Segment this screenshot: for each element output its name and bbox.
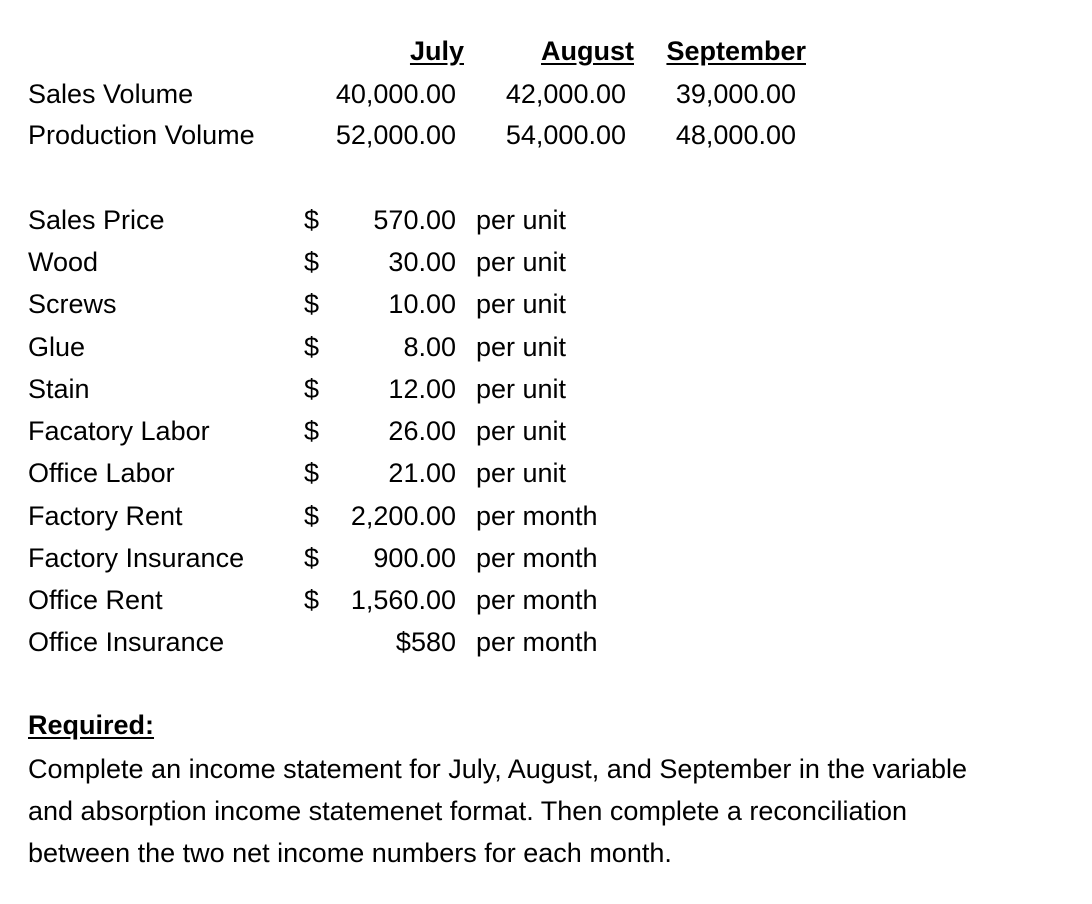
- cost-label: Office Insurance: [28, 627, 225, 657]
- production-volume-september: 48,000.00: [675, 120, 796, 150]
- sales-volume-september: 39,000.00: [675, 79, 796, 109]
- cost-currency: $: [304, 458, 320, 488]
- cost-unit: per unit: [476, 289, 567, 319]
- cost-amount: $580: [395, 627, 456, 657]
- cost-unit: per month: [476, 543, 598, 573]
- required-line: Complete an income statement for July, August, and September in the variable: [28, 754, 968, 784]
- sales-volume-label: Sales Volume: [28, 79, 194, 109]
- required-line: and absorption income statemenet format. Then complete a reconciliation: [28, 796, 907, 826]
- cost-amount: 1,560.00: [350, 585, 456, 615]
- cost-amount: 21.00: [388, 458, 456, 488]
- cost-unit: per month: [476, 627, 598, 657]
- cost-currency: $: [304, 501, 320, 531]
- cost-amount: 900.00: [373, 543, 456, 573]
- header-august: August: [541, 36, 634, 66]
- cost-label: Stain: [28, 374, 90, 404]
- cost-unit: per unit: [476, 332, 567, 362]
- cost-amount: 30.00: [388, 247, 456, 277]
- cost-unit: per month: [476, 585, 598, 615]
- cost-amount: 10.00: [388, 289, 456, 319]
- cost-label: Office Labor: [28, 458, 175, 488]
- cost-label: Wood: [28, 247, 99, 277]
- cost-amount: 12.00: [388, 374, 456, 404]
- cost-unit: per unit: [476, 205, 567, 235]
- cost-currency: $: [304, 543, 320, 573]
- cost-currency: $: [304, 247, 320, 277]
- sales-volume-august: 42,000.00: [505, 79, 626, 109]
- cost-currency: $: [304, 205, 320, 235]
- cost-label: Sales Price: [28, 205, 165, 235]
- cost-unit: per unit: [476, 416, 567, 446]
- header-september: September: [666, 36, 806, 66]
- cost-amount: 2,200.00: [350, 501, 456, 531]
- cost-currency: $: [304, 289, 320, 319]
- cost-label: Facatory Labor: [28, 416, 210, 446]
- cost-amount: 26.00: [388, 416, 456, 446]
- header-july: July: [409, 36, 464, 66]
- required-title: Required:: [28, 710, 155, 740]
- cost-unit: per month: [476, 501, 598, 531]
- production-volume-july: 52,000.00: [335, 120, 456, 150]
- cost-unit: per unit: [476, 458, 567, 488]
- cost-label: Factory Rent: [28, 501, 183, 531]
- cost-currency: $: [304, 585, 320, 615]
- required-line: between the two net income numbers for each month.: [28, 838, 672, 868]
- production-volume-august: 54,000.00: [505, 120, 626, 150]
- cost-label: Factory Insurance: [28, 543, 245, 573]
- cost-unit: per unit: [476, 374, 567, 404]
- production-volume-label: Production Volume: [28, 120, 255, 150]
- cost-amount: 8.00: [403, 332, 456, 362]
- cost-currency: $: [304, 332, 320, 362]
- cost-label: Glue: [28, 332, 86, 362]
- cost-currency: $: [304, 374, 320, 404]
- cost-amount: 570.00: [373, 205, 456, 235]
- cost-unit: per unit: [476, 247, 567, 277]
- cost-label: Screws: [28, 289, 117, 319]
- sales-volume-july: 40,000.00: [335, 79, 456, 109]
- cost-currency: $: [304, 416, 320, 446]
- cost-label: Office Rent: [28, 585, 163, 615]
